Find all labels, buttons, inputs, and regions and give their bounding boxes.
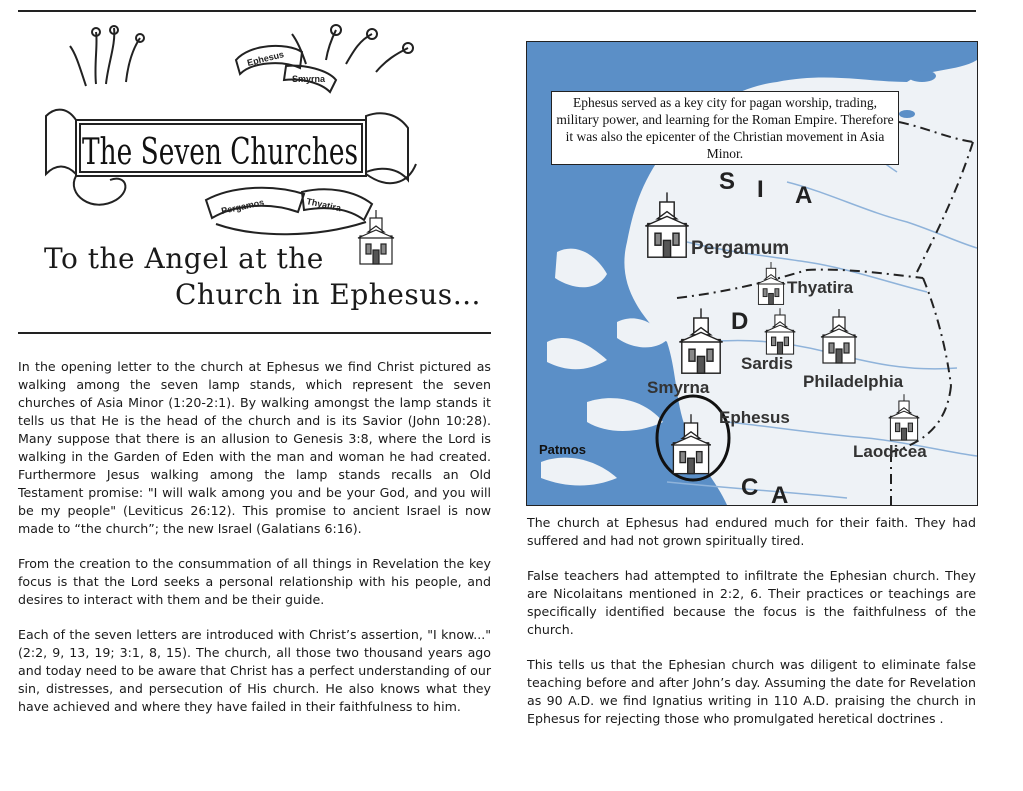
region-letter: S (719, 168, 736, 195)
region-letter: A (771, 482, 789, 506)
right-column (527, 514, 976, 745)
heading-line-1: To the Angel at the (44, 242, 324, 275)
section-rule (18, 332, 491, 334)
ephesus-callout: Ephesus served as a key city for pagan worship, trading, military power, and learning for the Roman Empire. Therefore it was also the epicenter of the Christian movement in Asia Minor. (551, 91, 899, 165)
city-label-smyrna: Smyrna (647, 378, 710, 397)
top-rule (18, 10, 976, 12)
region-letter: C (741, 474, 759, 501)
asia-minor-map (526, 41, 978, 506)
region-letter: I (757, 176, 764, 203)
paragraph: Each of the seven letters are introduced with Christ’s assertion, "I know..." (2:2, 9, 13, 19; 3:1, 8, 15). The church, all those two thousand years ago and today need to be aware that Christ has a perfect understanding of our sin, distresses, and persecution of His church. He also knows what they have achieved and where they have failed in their faithfulness to him. (18, 627, 491, 714)
logo-label-pergamos: Pergamos (220, 197, 265, 216)
city-label-ephesus: Ephesus (719, 408, 790, 427)
region-letter: A (795, 182, 813, 209)
paragraph: This tells us that the Ephesian church was diligent to eliminate false teaching before and after John’s day. Assuming the date for Revelation as 90 A.D. we find Ignatius writing in 110 A.D. praising the church in Ephesus for rejecting those who promulgated heretical doctrines . (527, 657, 976, 726)
city-label-sardis: Sardis (741, 354, 793, 373)
paragraph: From the creation to the consummation of all things in Revelation the key focus is that the Lord seeks a personal relationship with his people, and desires to interact with them and be their guide. (18, 556, 491, 607)
paragraph: False teachers had attempted to infiltrate the Ephesian church. They are Nicolaitans mentioned in 2:2, 6. Their practices or teachings are specifically identified because the focus is the faithfulness of the church. (527, 568, 976, 637)
city-label-philadelphia: Philadelphia (803, 372, 904, 391)
heading-line-2: Church in Ephesus… (175, 278, 482, 311)
church-icon-sardis (763, 308, 797, 356)
city-label-pergamum: Pergamum (691, 238, 790, 259)
city-label-laodicea: Laodicea (853, 442, 927, 461)
logo-label-smyrna: Smyrna (292, 74, 326, 84)
paragraph: In the opening letter to the church at Ephesus we find Christ pictured as walking among the seven lamp stands, which represent the seven churches of Asia Minor (1:20-2:1). By walking amongst the lamp stands it tells us that He is the head of the church and is its Savior (John 10:28). Many suppose that there is an allusion to Genesis 3:8, where the Lord is walking in the Garden of Eden with the man and woman he had created. Furthermore Jesus walking among the lamp stands recalls an Old Testament promise: "I will walk among you and be your God, and you will be my people" (Leviticus 26:12). This promise to ancient Israel is now made to “the church”; the new Israel (Galatians 6:16). (18, 359, 491, 536)
church-icon-laodicea (887, 394, 921, 442)
logo-label-ephesus: Ephesus (246, 49, 285, 68)
church-icon (356, 210, 396, 266)
paragraph: The church at Ephesus had endured much for their faith. They had suffered and had not grown spiritually tired. (527, 515, 976, 548)
logo-title: The Seven Churches (82, 132, 358, 173)
church-icon-thyatira (755, 262, 787, 306)
island-label-patmos: Patmos (539, 442, 586, 457)
church-icon-pergamum (643, 192, 691, 260)
church-icon-ephesus (669, 414, 713, 476)
left-column (18, 358, 491, 733)
region-letter: D (731, 308, 749, 335)
city-label-thyatira: Thyatira (787, 278, 854, 297)
church-icon-smyrna (677, 308, 725, 376)
church-icon-philadelphia (819, 308, 859, 366)
logo-label-thyatira: Thyatira (305, 196, 342, 214)
